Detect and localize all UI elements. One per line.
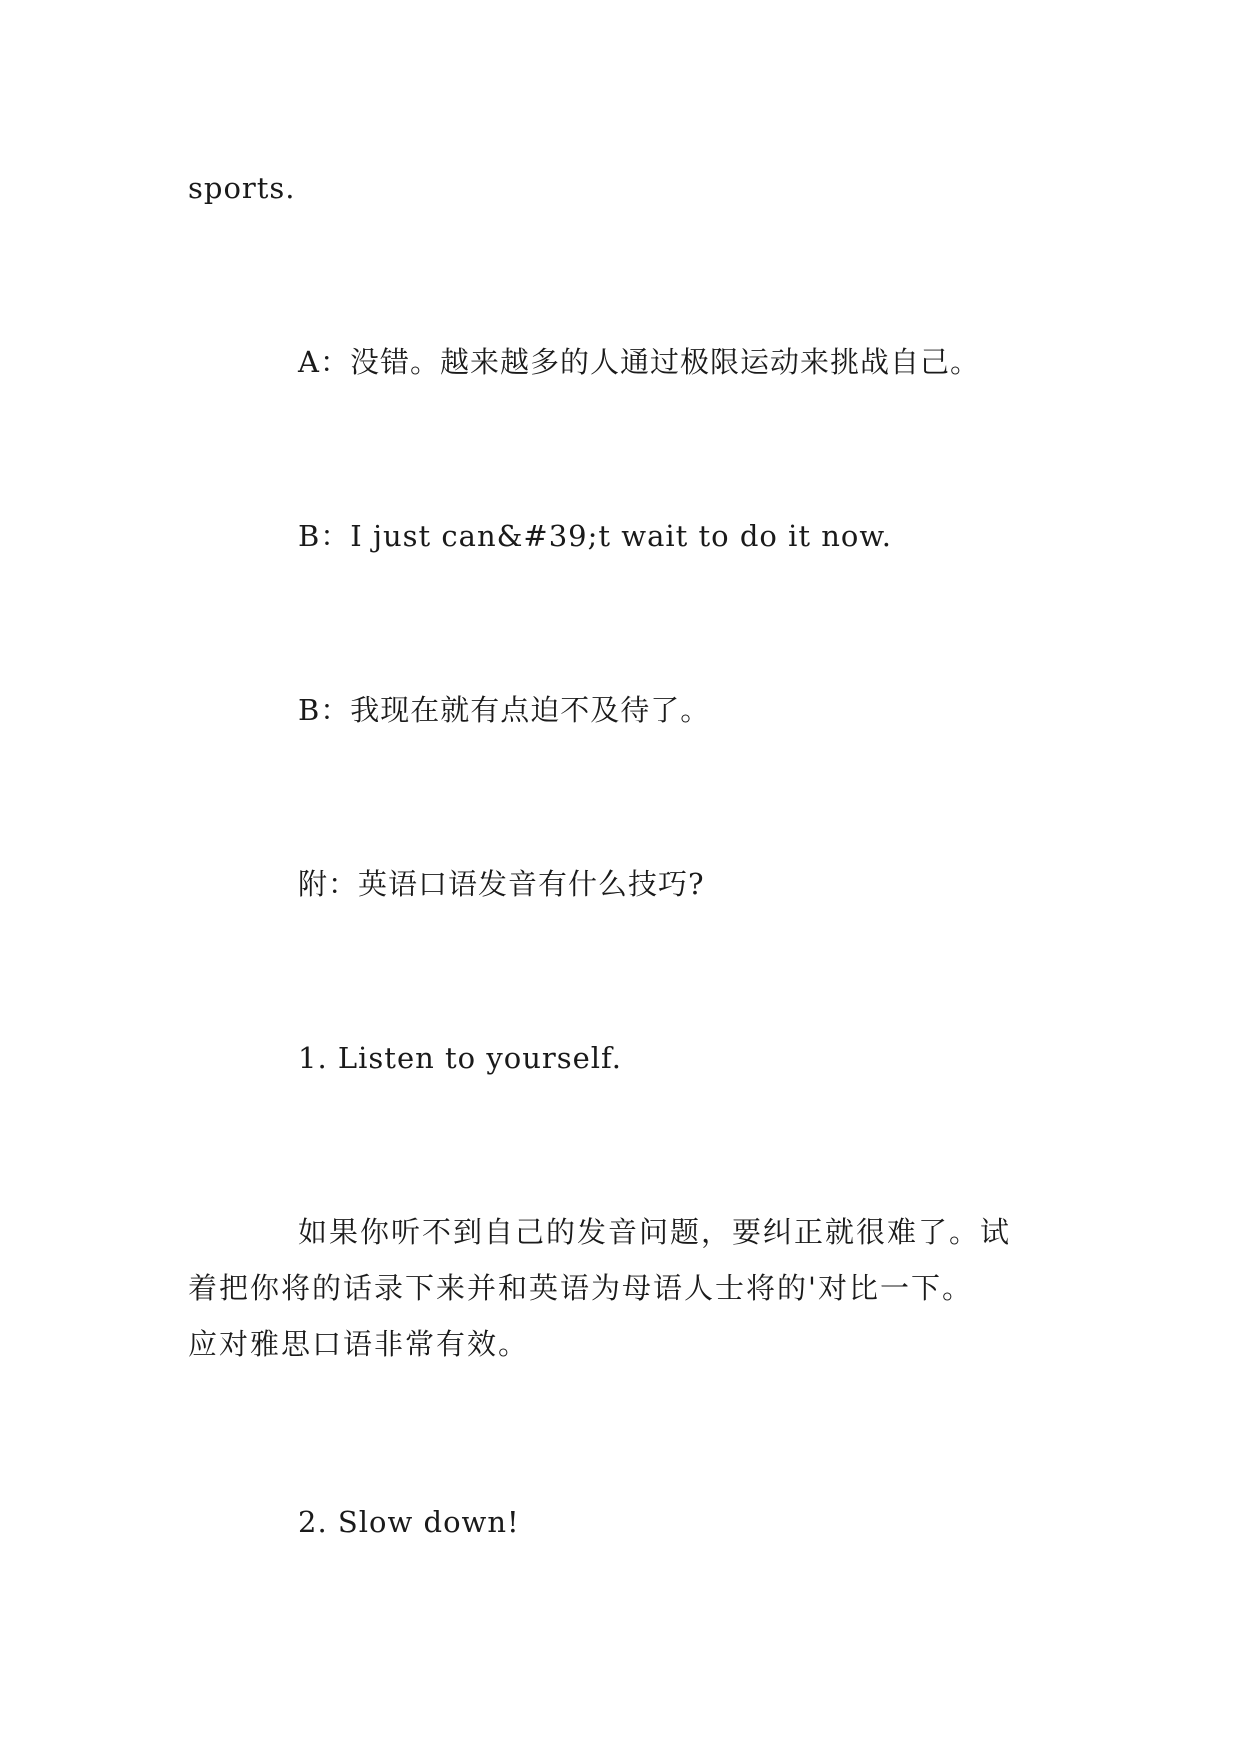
dialogue-line-a-chinese: A：没错。越来越多的人通过极限运动来挑战自己。 [298, 345, 980, 379]
paragraph-line-3: 应对雅思口语非常有效。 [188, 1327, 530, 1361]
paragraph-line-1: 如果你听不到自己的发音问题，要纠正就很难了。试 [298, 1215, 1012, 1249]
dialogue-line-b-english: B：I just can&#39;t wait to do it now. [298, 519, 892, 553]
appendix-heading: 附：英语口语发音有什么技巧? [298, 867, 705, 901]
tip-2-heading: 2. Slow down! [298, 1505, 520, 1539]
text-line-sports: sports. [188, 171, 296, 205]
tip-1-paragraph [188, 1204, 1058, 1372]
dialogue-line-b-chinese: B：我现在就有点迫不及待了。 [298, 693, 711, 727]
tip-1-heading: 1. Listen to yourself. [298, 1041, 622, 1075]
paragraph-line-2: 着把你将的话录下来并和英语为母语人士将的'对比一下。 [188, 1271, 973, 1305]
